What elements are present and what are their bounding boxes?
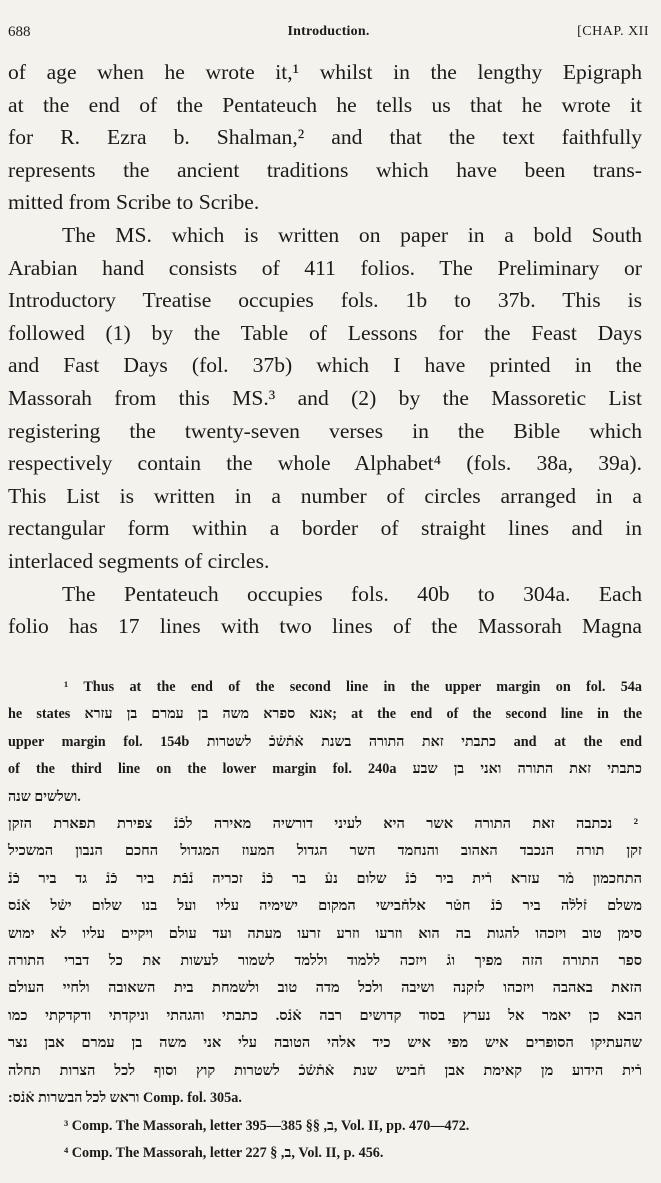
footnote-line: upper margin fol. 154b כתבתי זאת התורה בשנת אֿתֿשֿכֿ לשטרות and at the end bbox=[8, 733, 642, 750]
text-line: folio has 17 lines with two lines of the Massorah Magna bbox=[8, 614, 642, 639]
text-line: Introductory Treatise occupies fols. 1b to 37b. This is bbox=[8, 288, 642, 313]
text-line: registering the twenty-seven verses in the Bible which bbox=[8, 418, 642, 443]
text-line: rectangular form within a border of straight lines and in bbox=[8, 516, 642, 541]
footnote-line: he states אנא ספרא משה בן עמרם בן עזרא; at the end of the second line in the bbox=[8, 706, 643, 723]
text-line: Arabian hand consists of 411 folios. The Preliminary or bbox=[8, 255, 642, 280]
page-number: 688 bbox=[8, 24, 31, 40]
hebrew-line: הבא כן יאמר אל נערץ בסוד קדושים רבה אֿנֿס. כתבתי והגהתי וניקדתי ודקדקתי כמו bbox=[8, 1007, 642, 1024]
hebrew-line: סימן טוב ויזכהו להגות בה הוא וזרעו וזרע זרעו מעתה ועד עולם ויקיים עליו לא ימוש bbox=[8, 925, 642, 942]
hebrew-line: רֿית הידוע מן קאימת אבן חֿביש שנת אֿתֿשֿכֿ לשטרות קוץ וסוף לכל הצרות תחלה bbox=[8, 1062, 642, 1079]
hebrew-line: הזאת באהבה ויזכהו לזקנה ושיבה ולכל מדה טוב ולשמחת בית השאובה ולחיי העולם bbox=[8, 980, 642, 997]
text-line: respectively contain the whole Alphabet⁴ (fols. 38a, 39a). bbox=[8, 451, 642, 476]
footnote-line: ושלשים שנה. bbox=[8, 788, 81, 805]
footnote-line: ¹ Thus at the end of the second line in the upper margin on fol. 54a bbox=[64, 679, 642, 695]
text-line: This List is written in a number of circles arranged in a bbox=[8, 483, 642, 508]
text-line: The MS. which is written on paper in a bold South bbox=[62, 222, 642, 247]
hebrew-line: שהעתיקו הסופרים איש מפי איש כיד אלהי הטובה עלי אני משה בן עמרם אבן נצר bbox=[8, 1035, 642, 1052]
footnote-2-reference: Comp. fol. 305a. bbox=[142, 1090, 242, 1107]
text-line: for R. Ezra b. Shalman,² and that the text faithfully bbox=[8, 125, 642, 150]
text-line: mitted from Scribe to Scribe. bbox=[8, 190, 260, 215]
running-head: Introduction. bbox=[287, 24, 370, 39]
text-line: and Fast Days (fol. 37b) which I have printed in the bbox=[8, 353, 642, 378]
text-line: The Pentateuch occupies fols. 40b to 304a. Each bbox=[62, 581, 642, 606]
main-text bbox=[8, 56, 642, 643]
chapter-reference: [CHAP. XII bbox=[577, 24, 649, 39]
footnote-2 bbox=[8, 811, 642, 1112]
footnote-3: ³ Comp. The Massorah, letter ב, §§ 385—395, Vol. II, pp. 470—472. bbox=[64, 1117, 470, 1134]
footnote-1 bbox=[8, 674, 642, 811]
hebrew-fragment: וראש לכל הבשרות אֿנֿס: bbox=[8, 1090, 140, 1107]
text-line: represents the ancient traditions which have been trans- bbox=[8, 157, 642, 182]
hebrew-line: ² נכתבה זאת התורה אשר היא לעיני דורשיה מאירה לכֿנֿ צפירת תפארת הזקן bbox=[8, 816, 638, 833]
page-header bbox=[8, 22, 649, 42]
text-line: at the end of the Pentateuch he tells us that he wrote it bbox=[8, 92, 642, 117]
text-line: interlaced segments of circles. bbox=[8, 548, 270, 573]
text-line: followed (1) by the Table of Lessons for the Feast Days bbox=[8, 320, 642, 345]
footnotes bbox=[8, 674, 642, 1167]
text-line: of age when he wrote it,¹ whilst in the lengthy Epigraph bbox=[8, 60, 642, 84]
hebrew-line: זקן תורה הנכבד האהוב והנחמד השר הגדול המעוז המגדול החכם הנבון המשכיל bbox=[8, 843, 642, 860]
hebrew-line: משלם זֿללֿה ביר כֿנֿ חטֿר אלחֿבישי המקום ישימיה עליו ועל בנו שלום ישֿל אֿנֿס bbox=[8, 898, 642, 915]
footnote-line: of the third line on the lower margin fol. 240a כתבתי זאת התורה ואני בן שבע bbox=[8, 761, 642, 778]
footnote-line bbox=[8, 1085, 642, 1112]
text-line: Massorah from this MS.³ and (2) by the Massoretic List bbox=[8, 385, 642, 410]
hebrew-line: ספר התורה הזה מפיך וגֿ ויזכה ללמוד וללמד לשמור לעשות את כל דברי התורה bbox=[8, 953, 642, 970]
footnote-4: ⁴ Comp. The Massorah, letter ב, § 227, Vol. II, p. 456. bbox=[64, 1144, 384, 1161]
hebrew-line: התחכמון מֿר עזרא רֿית ביר כֿנֿ שלום נעֿ בר כֿנֿ זכריה נֿבֿת ביר כֿנֿ גד ביר כֿנֿ bbox=[8, 870, 642, 887]
